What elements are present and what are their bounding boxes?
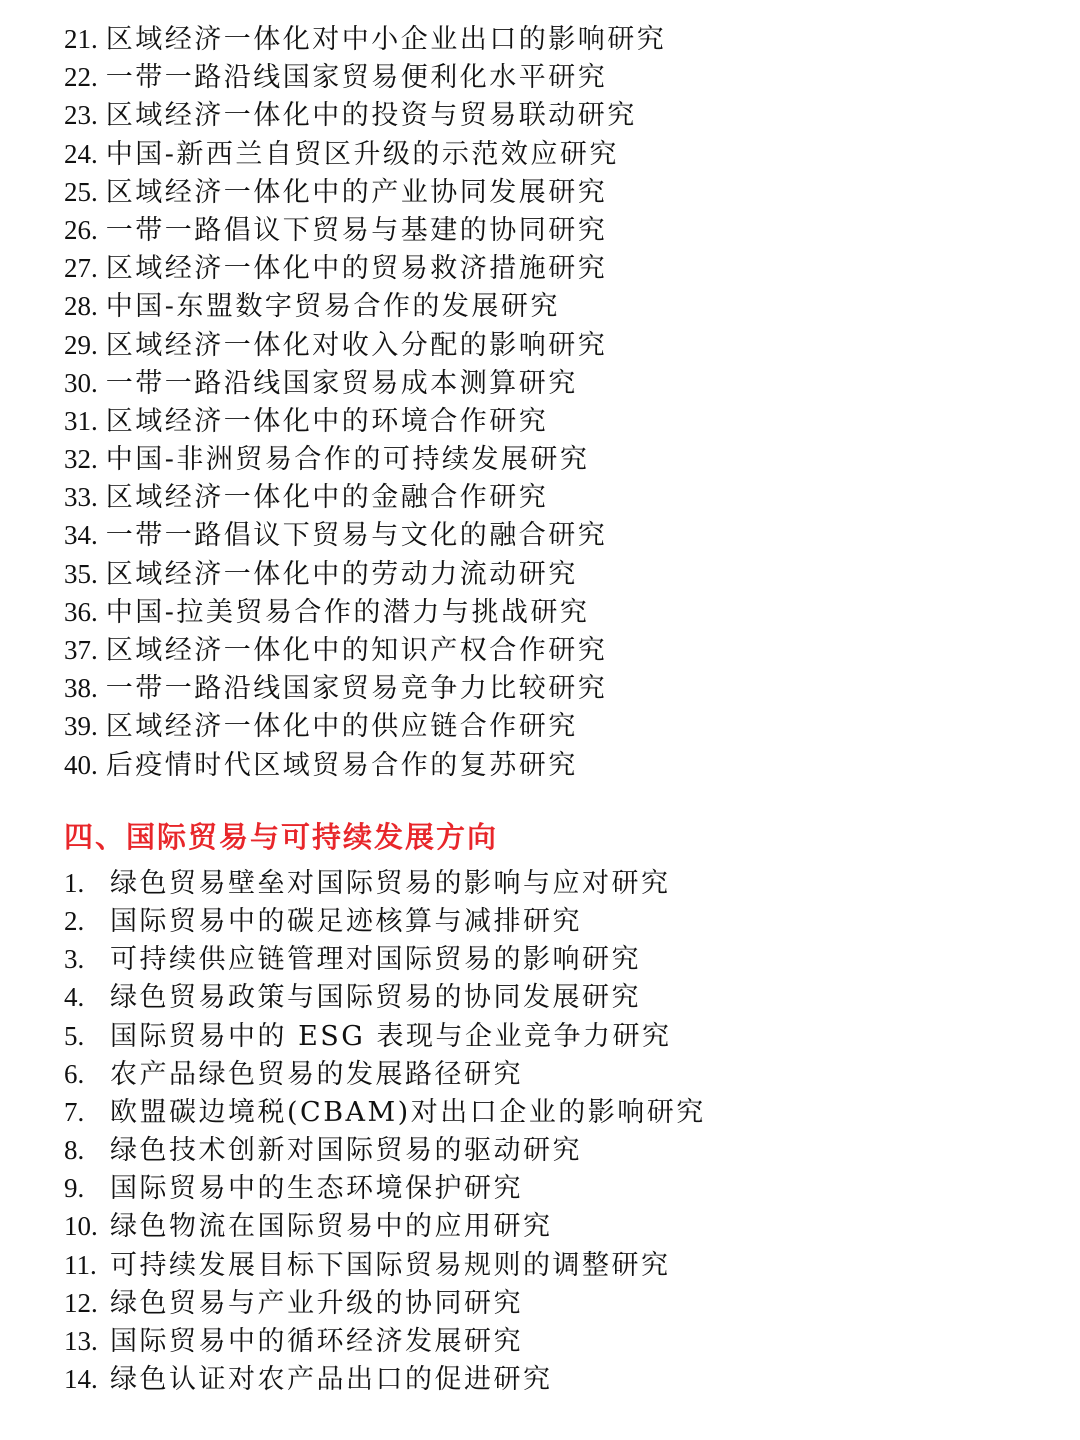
item-text: 区域经济一体化中的知识产权合作研究 <box>105 635 608 666</box>
item-text: 区域经济一体化中的投资与贸易联动研究 <box>105 100 637 132</box>
item-number: 1. <box>64 867 85 898</box>
list-item <box>64 478 1044 516</box>
item-number: 29. <box>64 329 98 360</box>
list-item <box>64 1169 1044 1207</box>
list-item <box>64 1360 1044 1398</box>
item-text: 区域经济一体化中的劳动力流动研究 <box>105 558 578 590</box>
item-number: 24. <box>64 138 98 169</box>
list-item <box>64 1322 1044 1360</box>
item-number: 10. <box>64 1211 98 1242</box>
item-number: 39. <box>64 711 98 742</box>
document-page <box>64 20 1044 1398</box>
item-number: 26. <box>64 214 98 245</box>
item-number: 5. <box>64 1020 85 1051</box>
item-text: 绿色贸易政策与国际贸易的协同发展研究 <box>110 982 641 1014</box>
item-number: 22. <box>64 62 98 93</box>
item-text: 一带一路沿线国家贸易便利化水平研究 <box>105 62 608 94</box>
item-text: 区域经济一体化对中小企业出口的影响研究 <box>105 24 667 55</box>
item-text: 区域经济一体化中的供应链合作研究 <box>105 711 578 743</box>
item-text: 区域经济一体化中的环境合作研究 <box>105 405 549 437</box>
item-text: 中国-非洲贸易合作的可持续发展研究 <box>105 444 590 476</box>
item-text: 一带一路沿线国家贸易竞争力比较研究 <box>105 673 608 705</box>
item-text: 可持续供应链管理对国际贸易的影响研究 <box>110 944 641 976</box>
item-number: 27. <box>64 253 98 284</box>
item-number: 14. <box>64 1364 98 1395</box>
topic-list-part-3 <box>64 20 1044 784</box>
item-text: 一带一路倡议下贸易与基建的协同研究 <box>105 214 608 246</box>
list-item <box>64 1131 1044 1169</box>
list-item <box>64 402 1044 440</box>
item-text: 绿色技术创新对国际贸易的驱动研究 <box>110 1135 582 1167</box>
list-item <box>64 96 1044 134</box>
item-number: 34. <box>64 520 98 551</box>
item-text: 后疫情时代区域贸易合作的复苏研究 <box>105 749 578 781</box>
list-item <box>64 211 1044 249</box>
list-item <box>64 864 1044 902</box>
item-text: 欧盟碳边境税(CBAM)对出口企业的影响研究 <box>110 1096 706 1128</box>
list-item <box>64 287 1044 325</box>
list-item <box>64 249 1044 287</box>
item-text: 国际贸易中的循环经济发展研究 <box>110 1326 523 1357</box>
list-item <box>64 1055 1044 1093</box>
list-item <box>64 1093 1044 1131</box>
list-item <box>64 555 1044 593</box>
item-number: 25. <box>64 176 98 207</box>
item-text: 绿色贸易壁垒对国际贸易的影响与应对研究 <box>110 867 671 899</box>
item-number: 38. <box>64 673 98 704</box>
item-number: 3. <box>64 944 85 975</box>
item-text: 中国-新西兰自贸区升级的示范效应研究 <box>105 138 619 170</box>
list-item <box>64 440 1044 478</box>
item-text: 一带一路倡议下贸易与文化的融合研究 <box>105 520 608 552</box>
list-item <box>64 364 1044 402</box>
item-number: 23. <box>64 100 98 131</box>
item-number: 13. <box>64 1326 98 1356</box>
list-item <box>64 978 1044 1016</box>
item-text: 绿色贸易与产业升级的协同研究 <box>110 1287 523 1319</box>
item-text: 国际贸易中的 ESG 表现与企业竞争力研究 <box>110 1020 672 1052</box>
list-item <box>64 593 1044 631</box>
list-item <box>64 1246 1044 1284</box>
list-item <box>64 669 1044 707</box>
item-text: 一带一路沿线国家贸易成本测算研究 <box>105 367 578 399</box>
item-number: 30. <box>64 367 98 398</box>
item-number: 8. <box>64 1135 85 1166</box>
list-item <box>64 1284 1044 1322</box>
list-item <box>64 1207 1044 1245</box>
item-number: 31. <box>64 405 98 436</box>
list-item <box>64 135 1044 173</box>
list-item <box>64 902 1044 940</box>
list-item <box>64 173 1044 211</box>
list-item <box>64 707 1044 745</box>
item-number: 32. <box>64 444 98 475</box>
item-number: 2. <box>64 905 85 936</box>
item-number: 21. <box>64 24 98 54</box>
item-number: 12. <box>64 1287 98 1318</box>
item-text: 绿色物流在国际贸易中的应用研究 <box>110 1211 553 1243</box>
topic-list-part-4 <box>64 864 1044 1399</box>
item-text: 区域经济一体化中的金融合作研究 <box>105 482 549 514</box>
list-item <box>64 326 1044 364</box>
item-text: 区域经济一体化中的产业协同发展研究 <box>105 176 608 208</box>
item-text: 农产品绿色贸易的发展路径研究 <box>110 1058 523 1090</box>
item-number: 33. <box>64 482 98 513</box>
item-text: 区域经济一体化中的贸易救济措施研究 <box>105 253 608 285</box>
item-text: 国际贸易中的碳足迹核算与减排研究 <box>110 905 582 937</box>
item-text: 绿色认证对农产品出口的促进研究 <box>110 1364 553 1396</box>
item-number: 35. <box>64 558 98 589</box>
item-number: 28. <box>64 291 98 322</box>
item-text: 区域经济一体化对收入分配的影响研究 <box>105 329 608 361</box>
list-item <box>64 746 1044 784</box>
list-item <box>64 58 1044 96</box>
item-text: 国际贸易中的生态环境保护研究 <box>110 1173 523 1205</box>
item-number: 11. <box>64 1249 97 1280</box>
item-text: 中国-拉美贸易合作的潜力与挑战研究 <box>105 596 590 628</box>
list-item <box>64 20 1044 58</box>
item-number: 6. <box>64 1058 85 1089</box>
item-number: 4. <box>64 982 85 1013</box>
list-item <box>64 940 1044 978</box>
list-item <box>64 1017 1044 1055</box>
item-number: 7. <box>64 1096 85 1127</box>
item-text: 可持续发展目标下国际贸易规则的调整研究 <box>110 1249 671 1281</box>
section-heading: 四、国际贸易与可持续发展方向 <box>64 819 499 854</box>
item-number: 36. <box>64 596 98 627</box>
list-item <box>64 631 1044 669</box>
item-number: 37. <box>64 635 98 665</box>
item-number: 40. <box>64 749 98 780</box>
item-number: 9. <box>64 1173 85 1204</box>
item-text: 中国-东盟数字贸易合作的发展研究 <box>105 291 560 323</box>
list-item <box>64 516 1044 554</box>
